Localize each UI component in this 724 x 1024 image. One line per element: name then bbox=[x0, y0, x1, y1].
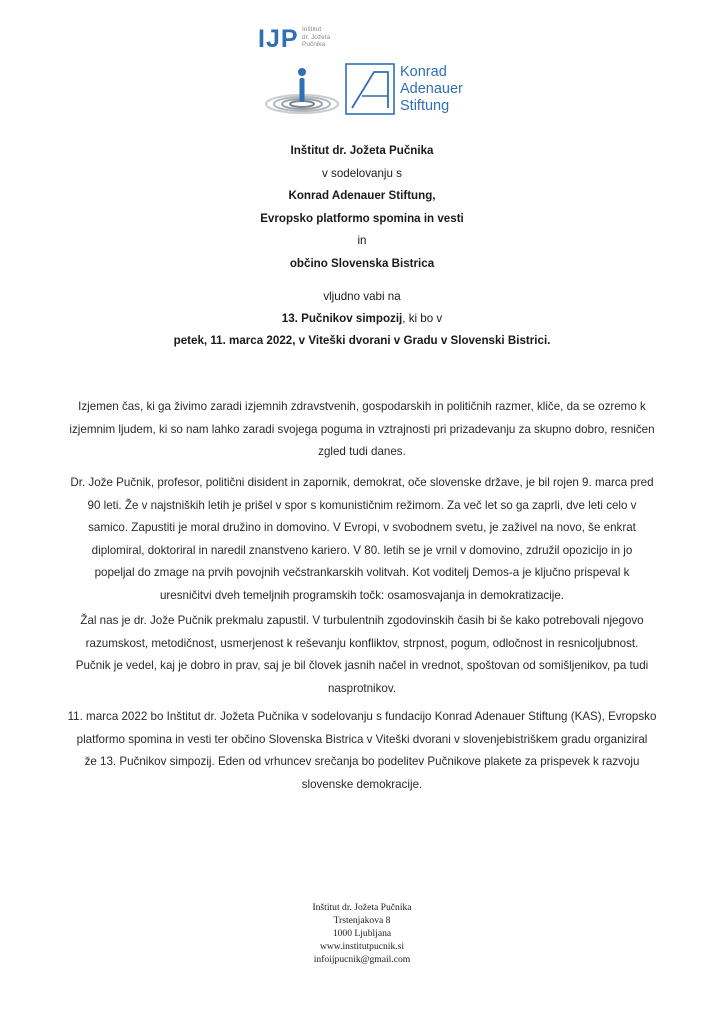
event-line bbox=[0, 308, 724, 330]
footer-website-link[interactable]: www.institutpucnik.si bbox=[319, 941, 405, 952]
organizers-header bbox=[0, 140, 724, 275]
event-date-place: petek, 11. marca 2022, v Viteški dvorani v Gradu v Slovenski Bistrici. bbox=[173, 334, 551, 347]
paragraph-2: Dr. Jože Pučnik, profesor, politični disident in zapornik, demokrat, oče slovenske države, je bil rojen 9. marca pred 90 leti. Že v najstniških letih je prišel v spor s komunističnim režimom. Za več let so ga zaprli, dve leti celo v samico. Zapustiti je moral družino in domovino. V Evropi, v svobodnem svetu, je zaživel na novo, še enkrat diplomiral, doktoriral in naredil znanstveno kariero. V 80. letih se je vrnil v domovino, združil opozicijo in jo popeljal do zmage na prvih povojnih večstrankarskih volitvah. Kot voditelj Demos-a je ključno prispeval k uresničitvi dveh temeljnih programskih točk: osamosvajanja in demokratizacije. bbox=[70, 476, 654, 602]
invite-intro: vljudno vabi na bbox=[323, 290, 401, 303]
cooperation-text: v sodelovanju s bbox=[322, 166, 402, 180]
paragraph-1: Izjemen čas, ki ga živimo zaradi izjemnih zdravstvenih, gospodarskih in političnih razmer, kliče, da se ozremo k izjemnim ljudem, ki so nam lahko zaradi svojega poguma in vztrajnosti pri prizadevanju za skupno dobro, resničen zgled tudi danes. bbox=[69, 400, 655, 458]
partner-platform: Evropsko platformo spomina in vesti bbox=[260, 211, 464, 225]
partner-municipality: občino Slovenska Bistrica bbox=[289, 256, 435, 270]
invitation-block bbox=[0, 286, 724, 352]
partner-kas: Konrad Adenauer Stiftung, bbox=[288, 189, 436, 202]
ripple-person-logo bbox=[262, 62, 342, 116]
ijp-logo-letters: IJP bbox=[258, 25, 299, 53]
paragraph-4: 11. marca 2022 bo Inštitut dr. Jožeta Pučnika v sodelovanju s fundacijo Konrad Adenauer Stiftung (KAS), Evropsko platformo spomina in vesti ter občino Slovenska Bistrica v Viteški dvorani v slovenjebistriškem gradu organiziral že 13. Pučnikov simpozij. Eden od vrhuncev srečanja bo podelitev Pučnikove plakete za prispevek k razvoju slovenske demokracije. bbox=[67, 710, 657, 791]
ijp-logo bbox=[258, 24, 348, 58]
kas-emblem-icon bbox=[344, 62, 396, 118]
kas-logo bbox=[344, 62, 494, 118]
event-suffix: , ki bo v bbox=[402, 312, 443, 325]
event-name: 13. Pučnikov simpozij bbox=[281, 312, 403, 325]
footer-email-link[interactable]: infoijpucnik@gmail.com bbox=[313, 954, 411, 965]
ijp-logo-subtitle: Inštitut dr. Jožeta Pučnika bbox=[302, 26, 331, 48]
footer-street: Trstenjakova 8 bbox=[333, 915, 391, 926]
footer-contact bbox=[0, 901, 724, 966]
footer-org: Inštitut dr. Jožeta Pučnika bbox=[312, 902, 412, 913]
kas-logo-text: Konrad Adenauer Stiftung bbox=[400, 64, 463, 114]
organizer-institute: Inštitut dr. Jožeta Pučnika bbox=[290, 144, 434, 157]
paragraph-3: Žal nas je dr. Jože Pučnik prekmalu zapustil. V turbulentnih zgodovinskih časih bi še kako potrebovali njegovo razumskost, metodičnost, usmerjenost k reševanju konfliktov, strpnost, pogum, odločnost in resnicoljubnost. Pučnik je vedel, kaj je dobro in prav, saj je bil človek jasnih načel in vrednot, spoštovan od somišljenikov, pa tudi nasprotnikov. bbox=[75, 614, 649, 695]
conjunction-in: in bbox=[357, 234, 367, 247]
footer-city: 1000 Ljubljana bbox=[332, 928, 392, 939]
